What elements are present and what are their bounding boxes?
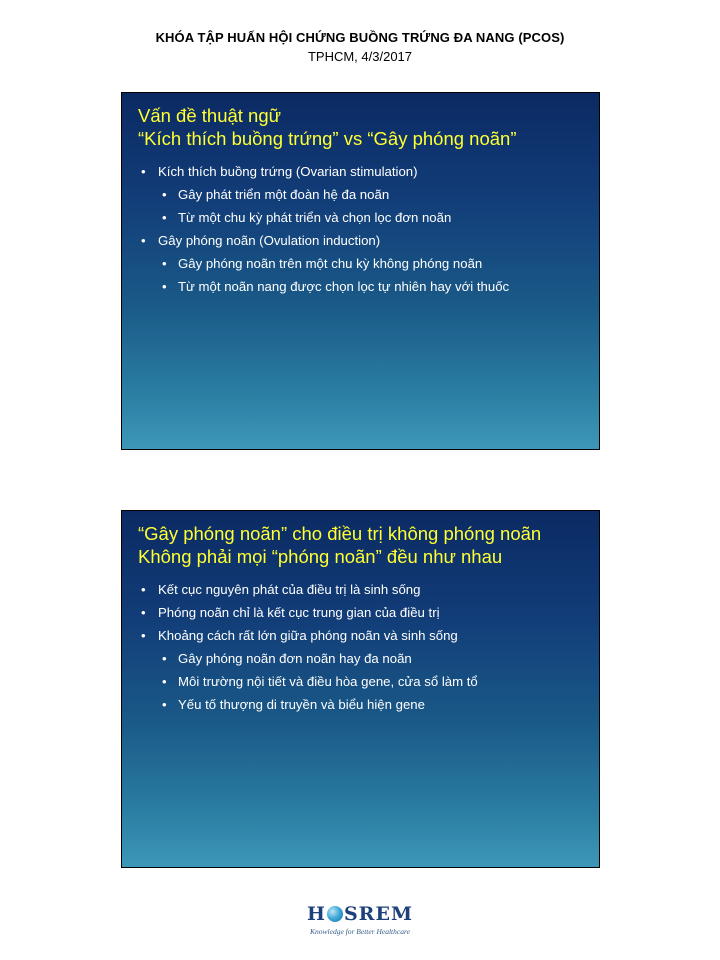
- bullet-item: • Môi trường nội tiết và điều hòa gene, cửa sổ làm tổ: [162, 674, 478, 689]
- bullet-dot-icon: •: [162, 651, 167, 666]
- bullet-dot-icon: •: [141, 164, 146, 179]
- bullet-item: • Yếu tố thượng di truyền và biểu hiện gene: [162, 697, 425, 712]
- document-header: [0, 30, 720, 64]
- slide-1-title-line-1: Vấn đề thuật ngữ: [138, 105, 282, 126]
- bullet-item: • Gây phát triển một đoàn hệ đa noãn: [162, 187, 390, 202]
- slide-2-title-line-2: Không phải mọi “phóng noãn” đều như nhau: [138, 546, 503, 567]
- bullet-dot-icon: •: [162, 256, 167, 271]
- slide-1-title-line-2: “Kích thích buồng trứng” vs “Gây phóng noãn”: [138, 128, 517, 149]
- slide-2: [121, 510, 600, 868]
- slide-1: [121, 92, 600, 450]
- bullet-item: • Từ một chu kỳ phát triển và chọn lọc đơn noãn: [162, 210, 452, 225]
- bullet-item: • Kích thích buồng trứng (Ovarian stimulation): [141, 164, 418, 179]
- slide-1-title: [138, 104, 585, 150]
- logo-wordmark: H SREM: [307, 903, 413, 925]
- bullet-dot-icon: •: [162, 187, 167, 202]
- document-subtitle: TPHCM, 4/3/2017: [307, 49, 413, 64]
- document-title: KHÓA TẬP HUẤN HỘI CHỨNG BUỒNG TRỨNG ĐA NANG (PCOS): [155, 30, 565, 45]
- bullet-dot-icon: •: [141, 233, 146, 248]
- bullet-item: • Khoảng cách rất lớn giữa phóng noãn và sinh sống: [141, 628, 458, 643]
- logo-tagline: Knowledge for Better Healthcare: [310, 927, 410, 936]
- bullet-dot-icon: •: [162, 697, 167, 712]
- slide-2-title: [138, 522, 585, 568]
- bullet-dot-icon: •: [141, 605, 146, 620]
- bullet-item: • Gây phóng noãn (Ovulation induction): [141, 233, 381, 248]
- slide-1-bullet-list: [122, 164, 599, 295]
- bullet-dot-icon: •: [162, 279, 167, 294]
- bullet-item: • Từ một noãn nang được chọn lọc tự nhiên hay với thuốc: [162, 279, 510, 294]
- slide-2-title-line-1: “Gây phóng noãn” cho điều trị không phóng noãn: [138, 523, 542, 544]
- slide-2-bullet-list: [122, 582, 599, 713]
- bullet-dot-icon: •: [162, 210, 167, 225]
- globe-icon: [327, 906, 343, 922]
- bullet-dot-icon: •: [141, 582, 146, 597]
- bullet-item: • Kết cục nguyên phát của điều trị là sinh sống: [141, 582, 421, 597]
- hosrem-logo: [0, 903, 720, 936]
- bullet-dot-icon: •: [162, 674, 167, 689]
- bullet-item: • Gây phóng noãn đơn noãn hay đa noãn: [162, 651, 412, 666]
- bullet-dot-icon: •: [141, 628, 146, 643]
- bullet-item: • Phóng noãn chỉ là kết cục trung gian của điều trị: [141, 605, 440, 620]
- bullet-item: • Gây phóng noãn trên một chu kỳ không phóng noãn: [162, 256, 483, 271]
